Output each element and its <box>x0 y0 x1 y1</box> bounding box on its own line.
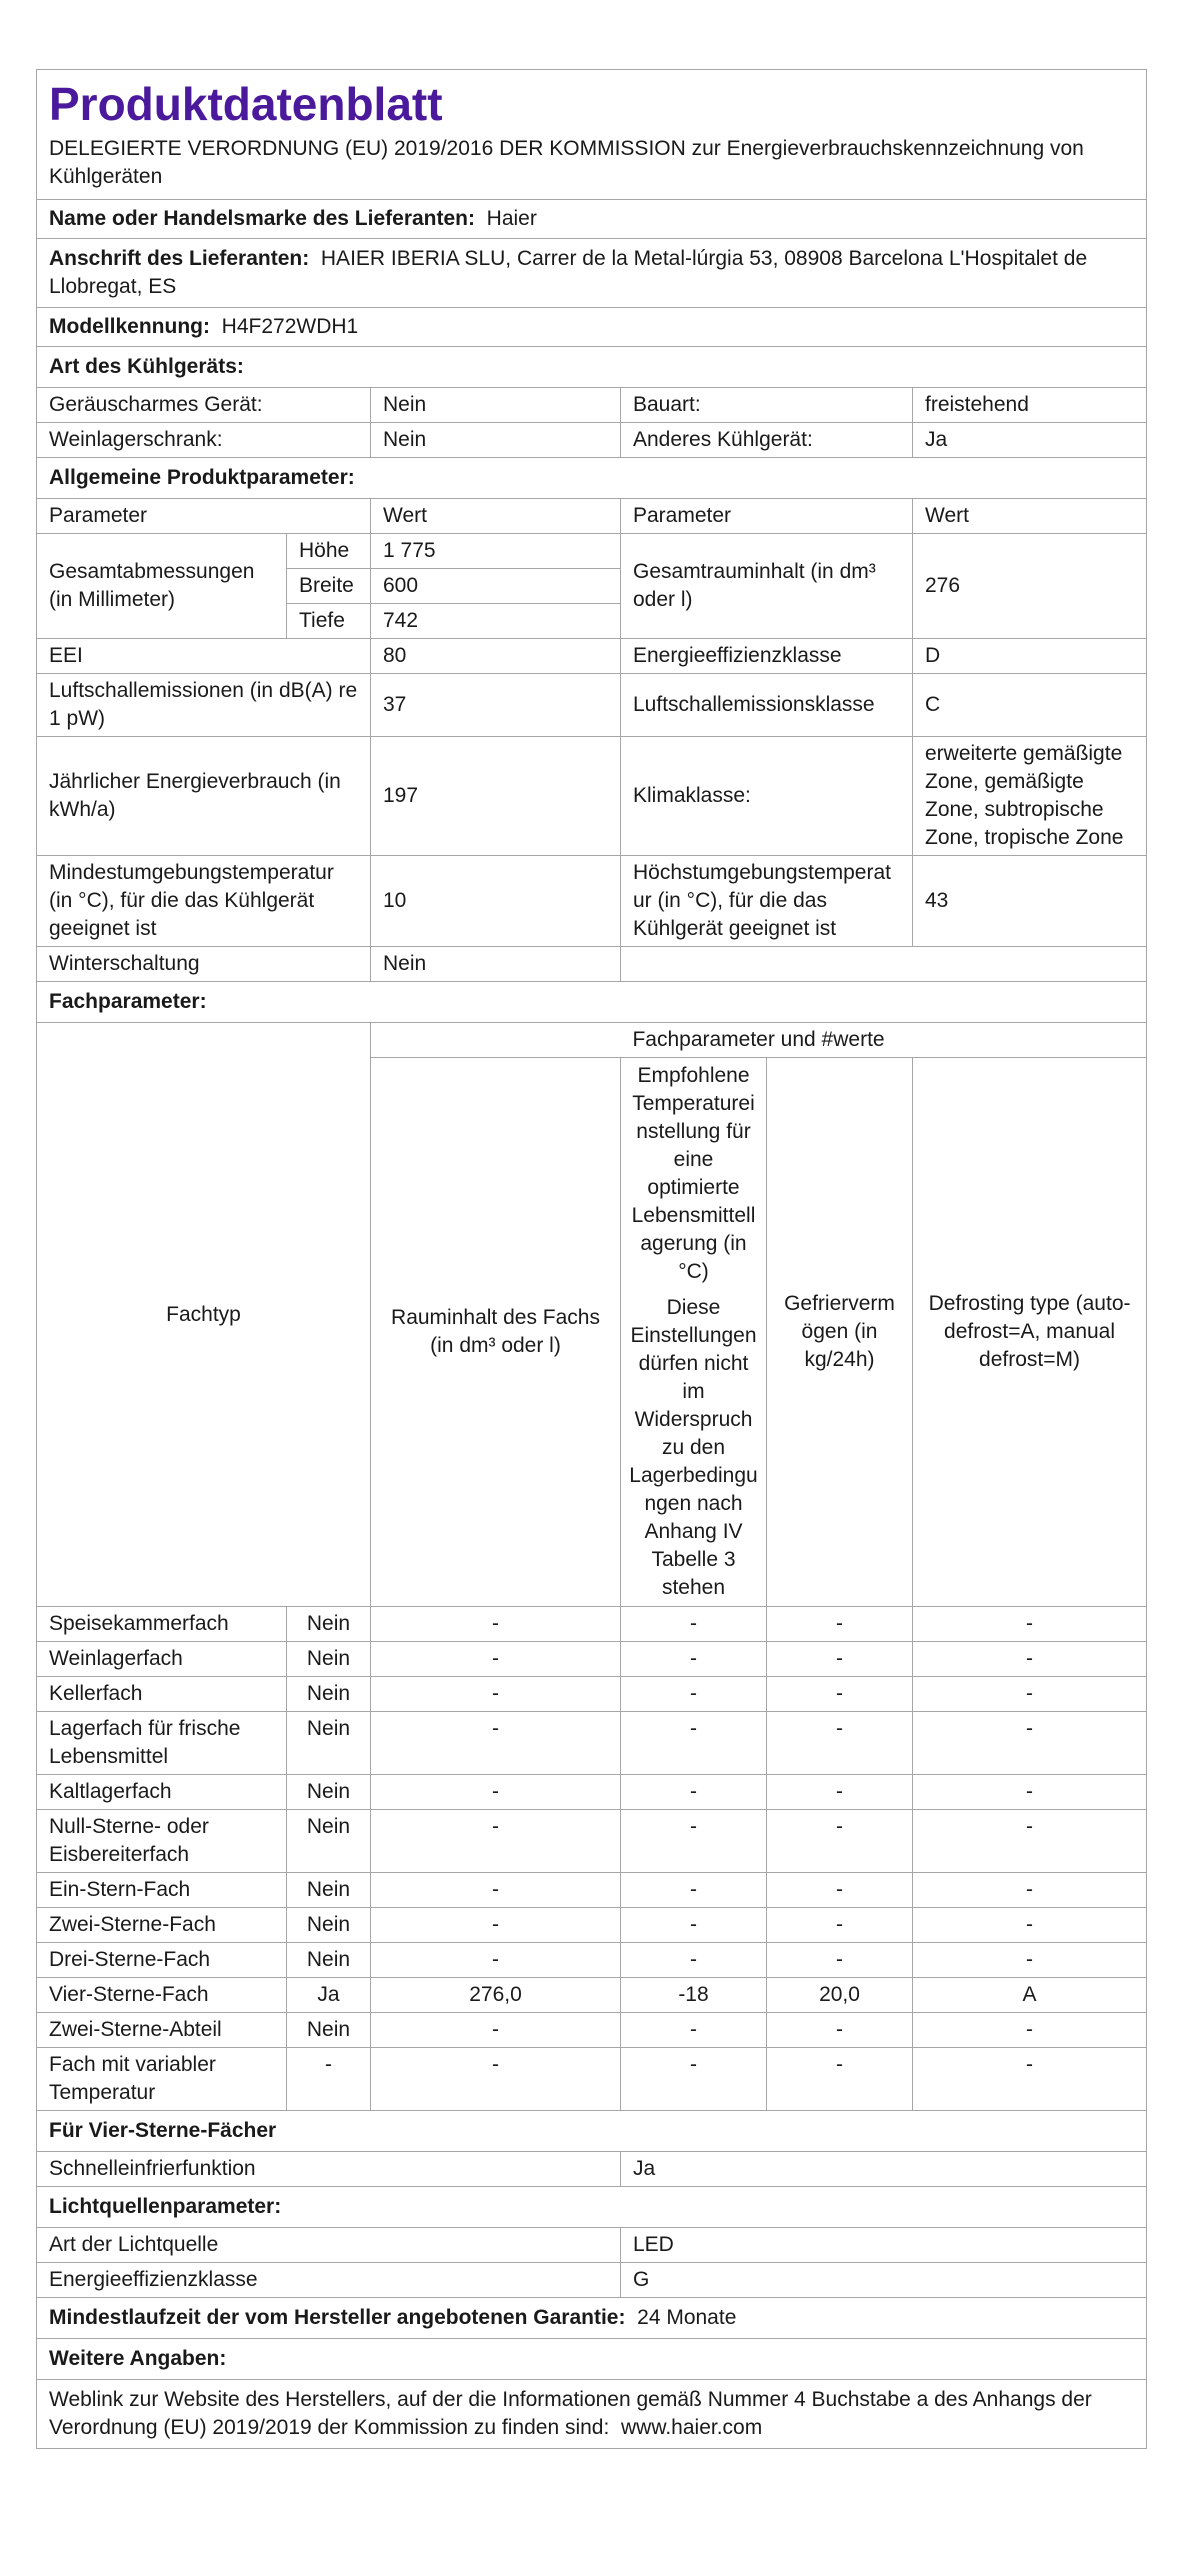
compartment-defrost: - <box>913 1677 1147 1712</box>
column-header-parameter: Parameter <box>37 499 371 534</box>
device-type-label: Bauart: <box>621 388 913 423</box>
compartment-rows <box>37 1607 1147 2111</box>
winter-value: Nein <box>371 947 621 982</box>
compartment-row <box>37 1712 1147 1775</box>
compartment-present: Nein <box>287 1607 371 1642</box>
light-label: Energieeffizienzklasse <box>37 2263 621 2298</box>
compartment-volume: 276,0 <box>371 1978 621 2013</box>
column-header-freezing: Gefriervermögen (in kg/24h) <box>767 1058 913 1607</box>
model-label: Modellkennung: <box>49 315 210 338</box>
compartment-present: Nein <box>287 1810 371 1873</box>
dimension-value: 1 775 <box>371 534 621 569</box>
param-value: erweiterte gemäßigte Zone, gemäßigte Zone, subtropische Zone, tropische Zone <box>913 737 1147 856</box>
compartment-row <box>37 1642 1147 1677</box>
general-column-header-row <box>37 499 1147 534</box>
light-row <box>37 2263 1147 2298</box>
compartment-temperature: - <box>621 1943 767 1978</box>
compartment-freezing: 20,0 <box>767 1978 913 2013</box>
supplier-name-row <box>37 200 1147 239</box>
general-param-row <box>37 856 1147 947</box>
compartment-volume: - <box>371 1607 621 1642</box>
compartment-name: Kaltlagerfach <box>37 1775 287 1810</box>
compartment-row <box>37 1978 1147 2013</box>
compartment-temperature: - <box>621 1677 767 1712</box>
column-header-parameter: Parameter <box>621 499 913 534</box>
compartment-defrost: - <box>913 1642 1147 1677</box>
more-text: Weblink zur Website des Herstellers, auf der die Informationen gemäß Nummer 4 Buchstabe a des Anhangs der Verordnung (EU) 2019/2019 der Kommission zu finden sind: <box>49 2388 1092 2439</box>
compartment-name: Speisekammerfach <box>37 1607 287 1642</box>
compartment-freezing: - <box>767 1775 913 1810</box>
general-heading: Allgemeine Produktparameter: <box>37 458 1147 499</box>
compartment-row <box>37 1677 1147 1712</box>
compartment-defrost: - <box>913 1810 1147 1873</box>
column-header-temperature-note: Diese Einstellungen dürfen nicht im Widerspruch zu den Lagerbedingungen nach Anhang IV Tabelle 3 stehen <box>629 1296 758 1599</box>
compartment-name: Drei-Sterne-Fach <box>37 1943 287 1978</box>
data-sheet-table <box>36 69 1147 2449</box>
light-label: Art der Lichtquelle <box>37 2228 621 2263</box>
general-heading-row <box>37 458 1147 499</box>
compartment-defrost: - <box>913 1607 1147 1642</box>
compartment-volume: - <box>371 1943 621 1978</box>
compartment-defrost: A <box>913 1978 1147 2013</box>
dimension-value: 600 <box>371 569 621 604</box>
column-header-type: Fachtyp <box>37 1023 371 1607</box>
compartment-name: Ein-Stern-Fach <box>37 1873 287 1908</box>
supplier-name-label: Name oder Handelsmarke des Lieferanten: <box>49 207 475 230</box>
param-label: Klimaklasse: <box>621 737 913 856</box>
compartment-temperature: - <box>621 1712 767 1775</box>
manufacturer-link[interactable]: www.haier.com <box>621 2416 763 2439</box>
compartment-name: Kellerfach <box>37 1677 287 1712</box>
supplier-address-label: Anschrift des Lieferanten: <box>49 247 310 270</box>
compartment-present: - <box>287 2048 371 2111</box>
compartment-row <box>37 2013 1147 2048</box>
general-param-row <box>37 737 1147 856</box>
device-type-value: Ja <box>913 423 1147 458</box>
compartments-group-header: Fachparameter und #werte <box>371 1023 1147 1058</box>
total-volume-value: 276 <box>913 534 1147 639</box>
device-type-label: Weinlagerschrank: <box>37 423 371 458</box>
total-volume-label: Gesamtrauminhalt (in dm³ oder l) <box>621 534 913 639</box>
compartment-defrost: - <box>913 1908 1147 1943</box>
compartment-defrost: - <box>913 1712 1147 1775</box>
compartment-row <box>37 1943 1147 1978</box>
column-header-value: Wert <box>371 499 621 534</box>
page-title: Produktdatenblatt <box>37 70 1147 133</box>
dimension-value: 742 <box>371 604 621 639</box>
compartment-freezing: - <box>767 1908 913 1943</box>
device-type-heading: Art des Kühlgeräts: <box>37 347 1147 388</box>
compartment-defrost: - <box>913 1943 1147 1978</box>
compartment-row <box>37 1775 1147 1810</box>
winter-label: Winterschaltung <box>37 947 371 982</box>
compartment-temperature: - <box>621 1873 767 1908</box>
title-row <box>37 70 1147 133</box>
compartment-volume: - <box>371 1775 621 1810</box>
light-heading: Lichtquellenparameter: <box>37 2187 1147 2228</box>
dimensions-label: Gesamtabmessungen (in Millimeter) <box>37 534 287 639</box>
general-param-row <box>37 639 1147 674</box>
compartment-freezing: - <box>767 2048 913 2111</box>
param-value: 37 <box>371 674 621 737</box>
device-type-label: Anderes Kühlgerät: <box>621 423 913 458</box>
compartment-defrost: - <box>913 1775 1147 1810</box>
light-row <box>37 2228 1147 2263</box>
param-label: Luftschallemissionen (in dB(A) re 1 pW) <box>37 674 371 737</box>
quick-freeze-label: Schnelleinfrierfunktion <box>37 2152 621 2187</box>
device-type-heading-row <box>37 347 1147 388</box>
compartment-freezing: - <box>767 1943 913 1978</box>
regulation-subtitle: DELEGIERTE VERORDNUNG (EU) 2019/2016 DER KOMMISSION zur Energieverbrauchskennzeichnung von Kühlgeräten <box>37 132 1147 200</box>
more-text-row <box>37 2380 1147 2449</box>
supplier-name-value: Haier <box>486 207 537 230</box>
compartment-volume: - <box>371 2048 621 2111</box>
compartment-present: Nein <box>287 2013 371 2048</box>
compartment-volume: - <box>371 1810 621 1873</box>
column-header-defrost: Defrosting type (auto-defrost=A, manual defrost=M) <box>913 1058 1147 1607</box>
compartment-present: Nein <box>287 1677 371 1712</box>
compartment-present: Nein <box>287 1908 371 1943</box>
more-heading-row <box>37 2339 1147 2380</box>
compartment-temperature: - <box>621 1607 767 1642</box>
param-value: 43 <box>913 856 1147 947</box>
compartment-row <box>37 1607 1147 1642</box>
compartment-temperature: - <box>621 1775 767 1810</box>
param-value: C <box>913 674 1147 737</box>
compartment-temperature: - <box>621 1642 767 1677</box>
supplier-address-row <box>37 239 1147 308</box>
quick-freeze-row <box>37 2152 1147 2187</box>
compartment-defrost: - <box>913 1873 1147 1908</box>
compartment-volume: - <box>371 1712 621 1775</box>
winter-row <box>37 947 1147 982</box>
device-type-value: Nein <box>371 388 621 423</box>
warranty-row <box>37 2298 1147 2339</box>
warranty-label: Mindestlaufzeit der vom Hersteller angebotenen Garantie: <box>49 2306 626 2329</box>
compartment-freezing: - <box>767 1712 913 1775</box>
compartment-temperature: -18 <box>621 1978 767 2013</box>
compartment-name: Weinlagerfach <box>37 1642 287 1677</box>
compartment-volume: - <box>371 2013 621 2048</box>
compartment-volume: - <box>371 1873 621 1908</box>
compartment-name: Zwei-Sterne-Fach <box>37 1908 287 1943</box>
four-star-heading-row <box>37 2111 1147 2152</box>
four-star-heading: Für Vier-Sterne-Fächer <box>37 2111 1147 2152</box>
compartment-volume: - <box>371 1642 621 1677</box>
dimension-row-height <box>37 534 1147 569</box>
compartment-freezing: - <box>767 1607 913 1642</box>
device-type-value: freistehend <box>913 388 1147 423</box>
compartment-temperature: - <box>621 2048 767 2111</box>
model-value: H4F272WDH1 <box>221 315 359 338</box>
general-param-row <box>37 674 1147 737</box>
light-value: LED <box>621 2228 1147 2263</box>
compartment-row <box>37 1810 1147 1873</box>
column-header-temperature: Empfohlene Temperatureinstellung für eine optimierte Lebensmittellagerung (in °C) <box>631 1064 756 1283</box>
compartment-volume: - <box>371 1908 621 1943</box>
param-label: Luftschallemissionsklasse <box>621 674 913 737</box>
compartment-name: Fach mit variabler Temperatur <box>37 2048 287 2111</box>
compartment-name: Lagerfach für frische Lebensmittel <box>37 1712 287 1775</box>
column-header-value: Wert <box>913 499 1147 534</box>
supplier-address-value: HAIER IBERIA SLU, Carrer de la Metal-lúrgia 53, 08908 Barcelona L'Hospitalet de Llobregat, ES <box>49 247 1088 298</box>
device-type-value: Nein <box>371 423 621 458</box>
compartment-volume: - <box>371 1677 621 1712</box>
device-type-row <box>37 423 1147 458</box>
compartment-present: Ja <box>287 1978 371 2013</box>
compartment-freezing: - <box>767 1873 913 1908</box>
compartment-name: Vier-Sterne-Fach <box>37 1978 287 2013</box>
light-value: G <box>621 2263 1147 2298</box>
compartment-present: Nein <box>287 1775 371 1810</box>
device-type-row <box>37 388 1147 423</box>
compartment-temperature: - <box>621 1810 767 1873</box>
param-value: 80 <box>371 639 621 674</box>
product-data-sheet <box>36 69 1146 2449</box>
dimension-label: Breite <box>287 569 371 604</box>
param-value: 197 <box>371 737 621 856</box>
light-heading-row <box>37 2187 1147 2228</box>
compartment-defrost: - <box>913 2013 1147 2048</box>
compartment-temperature: - <box>621 1908 767 1943</box>
compartment-present: Nein <box>287 1943 371 1978</box>
device-type-label: Geräuscharmes Gerät: <box>37 388 371 423</box>
compartment-freezing: - <box>767 1677 913 1712</box>
param-label: Mindestumgebungstemperatur (in °C), für die das Kühlgerät geeignet ist <box>37 856 371 947</box>
compartments-group-header-row <box>37 1023 1147 1058</box>
quick-freeze-value: Ja <box>621 2152 1147 2187</box>
compartment-defrost: - <box>913 2048 1147 2111</box>
warranty-value: 24 Monate <box>637 2306 737 2329</box>
param-label: Jährlicher Energieverbrauch (in kWh/a) <box>37 737 371 856</box>
compartment-row <box>37 2048 1147 2111</box>
compartment-present: Nein <box>287 1873 371 1908</box>
compartment-freezing: - <box>767 1642 913 1677</box>
compartment-present: Nein <box>287 1642 371 1677</box>
compartment-freezing: - <box>767 2013 913 2048</box>
compartment-row <box>37 1908 1147 1943</box>
compartment-present: Nein <box>287 1712 371 1775</box>
compartment-name: Zwei-Sterne-Abteil <box>37 2013 287 2048</box>
compartments-heading: Fachparameter: <box>37 982 1147 1023</box>
compartment-row <box>37 1873 1147 1908</box>
compartments-heading-row <box>37 982 1147 1023</box>
param-label: Höchstumgebungstemperatur (in °C), für die das Kühlgerät geeignet ist <box>621 856 913 947</box>
model-row <box>37 308 1147 347</box>
subtitle-row <box>37 132 1147 200</box>
dimension-label: Tiefe <box>287 604 371 639</box>
param-label: Energieeffizienzklasse <box>621 639 913 674</box>
compartment-freezing: - <box>767 1810 913 1873</box>
param-label: EEI <box>37 639 371 674</box>
column-header-volume: Rauminhalt des Fachs (in dm³ oder l) <box>371 1058 621 1607</box>
dimension-label: Höhe <box>287 534 371 569</box>
param-value: D <box>913 639 1147 674</box>
param-value: 10 <box>371 856 621 947</box>
compartment-temperature: - <box>621 2013 767 2048</box>
compartment-name: Null-Sterne- oder Eisbereiterfach <box>37 1810 287 1873</box>
more-heading: Weitere Angaben: <box>37 2339 1147 2380</box>
